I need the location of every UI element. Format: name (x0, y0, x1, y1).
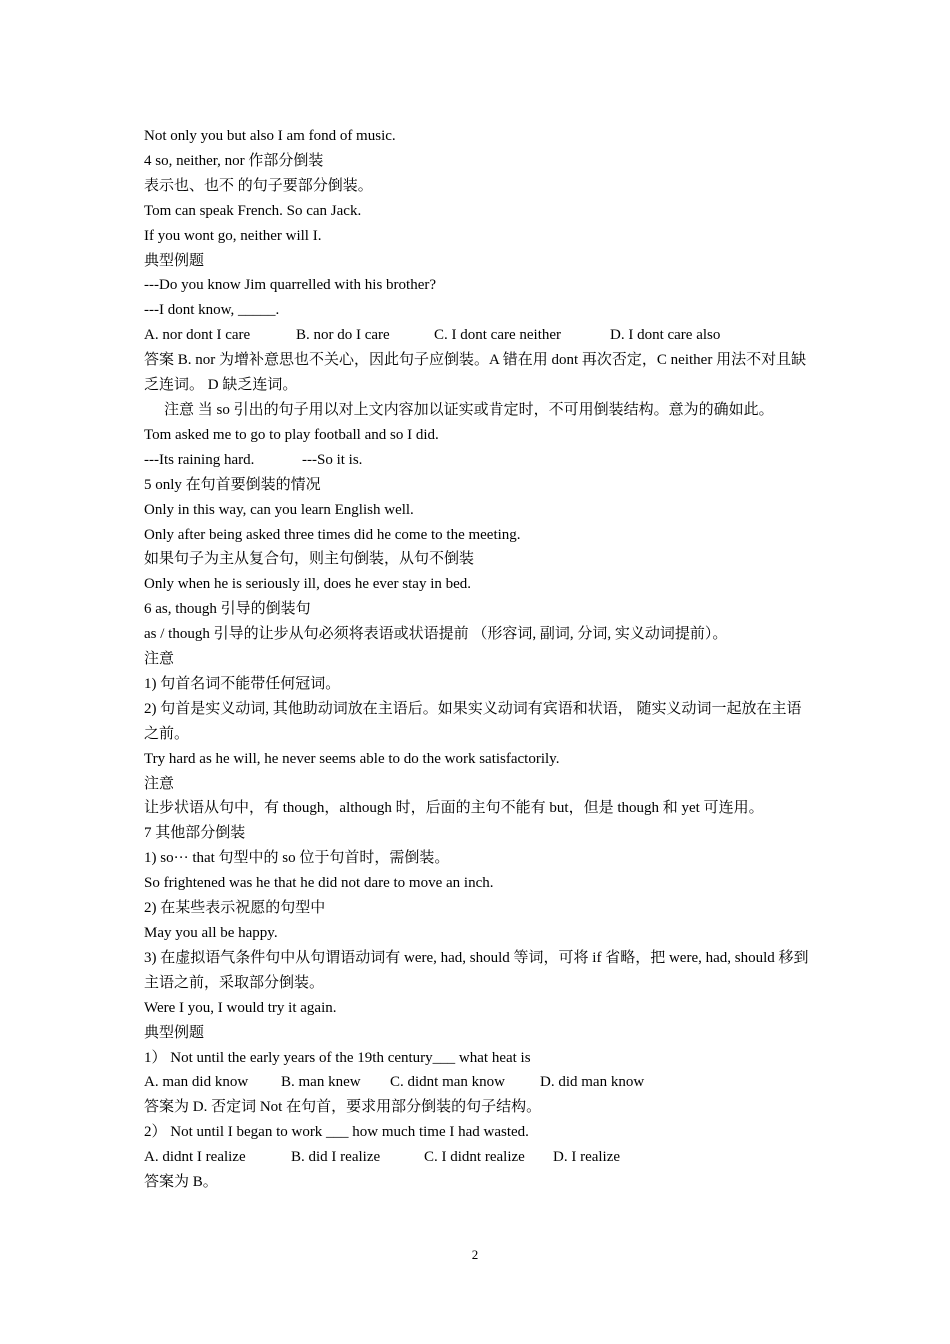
text-line: 表示也、也不 的句子要部分倒装。 (144, 177, 373, 194)
question-line: ---I dont know, _____. (144, 302, 280, 319)
option-d: D. did man know (540, 1074, 645, 1091)
example-sentence: Tom can speak French. So can Jack. (144, 202, 362, 219)
option-a: A. man did know (144, 1074, 249, 1091)
example-sentence: So frightened was he that he did not dare to move an inch. (144, 875, 494, 892)
answer-explanation: 答案为 B。 (144, 1174, 218, 1191)
option-b: B. nor do I care (296, 327, 390, 344)
example-sentence: Tom asked me to go to play football and so I did. (144, 426, 439, 443)
page-number: 2 (471, 1247, 479, 1262)
text-line: 让步状语从句中，有 though，although 时，后面的主句不能有 but，但是 though 和 yet 可连用。 (144, 800, 764, 817)
option-b: B. did I realize (291, 1149, 381, 1166)
option-d: D. I dont care also (610, 327, 721, 344)
example-sentence: Only in this way, can you learn English well. (144, 501, 414, 518)
section-heading: 7 其他部分倒装 (144, 825, 246, 842)
option-b: B. man knew (281, 1074, 361, 1091)
option-c: C. didnt man know (390, 1074, 505, 1091)
example-sentence: May you all be happy. (144, 925, 278, 941)
text-line: as / though 引导的让步从句必须将表语或状语提前 （形容词, 副词, 分词, 实义动词提前）。 (144, 626, 728, 643)
answer-explanation: 答案为 D. 否定词 Not 在句首，要求用部分倒装的句子结构。 (144, 1099, 542, 1116)
example-sentence: Only after being asked three times did he come to the meeting. (144, 526, 521, 543)
question-line: ---Do you know Jim quarrelled with his brother? (144, 277, 437, 294)
note-item: 1) 句首名词不能带任何冠词。 (144, 675, 341, 692)
dialog-a: ---Its raining hard. (144, 451, 255, 468)
note-item: 2) 句首是实义动词, 其他助动词放在主语后。如果实义动词有宾语和状语， 随实义动词一起放在主语之前。 (144, 700, 802, 742)
question-line: 1） Not until the early years of the 19th century___ what heat is (144, 1049, 531, 1066)
section-heading: 4 so, neither, nor 作部分倒装 (144, 152, 324, 169)
answer-options (144, 323, 810, 348)
section-heading: 6 as, though 引导的倒装句 (144, 601, 311, 618)
question-line: 2） Not until I began to work ___ how much time I had wasted. (144, 1124, 529, 1141)
dialog-line (144, 448, 810, 473)
option-a: A. didnt I realize (144, 1149, 246, 1166)
subheading: 典型例题 (144, 252, 205, 269)
page-body (144, 124, 810, 1195)
note-item: 3) 在虚拟语气条件句中从句谓语动词有 were, had, should 等词，可将 if 省略，把 were, had, should 移到主语之前，采取部分倒装。 (144, 949, 809, 991)
option-c: C. I didnt realize (424, 1149, 525, 1166)
option-c: C. I dont care neither (434, 327, 562, 344)
option-d: D. I realize (553, 1149, 621, 1166)
answer-explanation: 答案 B. nor 为增补意思也不关心，因此句子应倒装。A 错在用 dont 再次否定，C neither 用法不对且缺乏连词。 D 缺乏连词。 (144, 352, 807, 394)
subheading: 典型例题 (144, 1024, 205, 1041)
note-paragraph: 注意 当 so 引出的句子用以对上文内容加以证实或肯定时，不可用倒装结构。意为的确如此。 (164, 401, 774, 418)
example-sentence: Were I you, I would try it again. (144, 999, 337, 1016)
example-sentence: If you wont go, neither will I. (144, 227, 322, 244)
subheading: 注意 (144, 775, 175, 792)
subheading: 注意 (144, 651, 175, 668)
example-sentence: Only when he is seriously ill, does he ever stay in bed. (144, 576, 472, 593)
example-sentence: Try hard as he will, he never seems able to do the work satisfactorily. (144, 750, 560, 767)
section-heading: 5 only 在句首要倒装的情况 (144, 476, 321, 493)
option-a: A. nor dont I care (144, 327, 251, 344)
text-line: 如果句子为主从复合句，则主句倒装，从句不倒装 (144, 551, 475, 568)
answer-options (144, 1145, 810, 1170)
text-line: Not only you but also I am fond of music. (144, 128, 396, 144)
note-item: 1) so··· that 句型中的 so 位于句首时，需倒装。 (144, 850, 450, 867)
note-item: 2) 在某些表示祝愿的句型中 (144, 900, 326, 917)
dialog-b: ---So it is. (302, 451, 363, 468)
answer-options (144, 1070, 810, 1095)
